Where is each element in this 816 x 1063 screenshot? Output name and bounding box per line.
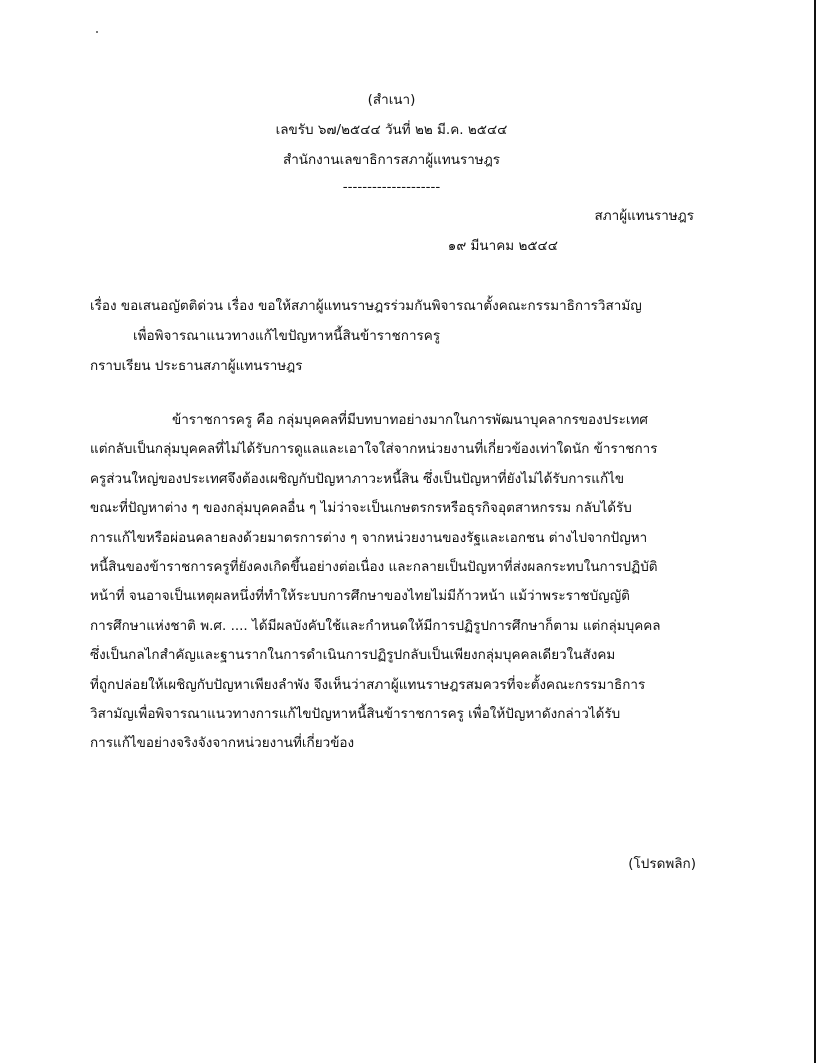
body-line: หนี้สินของข้าราชการครูที่ยังคงเกิดขึ้นอย่างต่อเนื่อง และกลายเป็นปัญหาที่ส่งผลกระทบในการปฏิบัติ [90, 558, 658, 575]
salutation: กราบเรียน ประธานสภาผู้แทนราษฎร [90, 358, 303, 374]
body-line: หน้าที่ จนอาจเป็นเหตุผลหนึ่งที่ทำให้ระบบการศึกษาของไทยไม่มีก้าวหน้า แม้ว่าพระราชบัญญัติ [90, 588, 630, 605]
scan-speck [96, 31, 98, 33]
turn-over-note: (โปรดพลิก) [628, 856, 696, 872]
body-line: ซึ่งเป็นกลไกสำคัญและฐานรากในการดำเนินการปฏิรูปกลับเป็นเพียงกลุ่มบุคคลเดียวในสังคม [90, 647, 616, 664]
body-line: การแก้ไขหรือผ่อนคลายลงด้วยมาตรการต่าง ๆ จากหน่วยงานของรัฐและเอกชน ต่างไปจากปัญหา [90, 529, 648, 546]
body-line: ครูส่วนใหญ่ของประเทศจึงต้องเผชิญกับปัญหาภาวะหนี้สิน ซึ่งเป็นปัญหาที่ยังไม่ได้รับการแก้ไข [90, 470, 625, 487]
subject-line-continued: เพื่อพิจารณาแนวทางแก้ไขปัญหาหนี้สินข้าราชการครู [133, 328, 441, 344]
body-line: แต่กลับเป็นกลุ่มบุคคลที่ไม่ได้รับการดูแลและเอาใจใส่จากหน่วยงานที่เกี่ยวข้องเท่าใดนัก ข้าราชการ [90, 441, 658, 458]
body-line: ที่ถูกปล่อยให้เผชิญกับปัญหาเพียงลำพัง จึงเห็นว่าสภาผู้แทนราษฎรสมควรที่จะตั้งคณะกรรมาธิการ [90, 676, 646, 693]
body-line: ข้าราชการครู คือ กลุ่มบุคคลที่มีบทบาทอย่างมากในการพัฒนาบุคลากรของประเทศ [172, 412, 648, 428]
body-line: วิสามัญเพื่อพิจารณาแนวทางการแก้ไขปัญหาหนี้สินข้าราชการครู เพื่อให้ปัญหาดังกล่าวได้รับ [90, 705, 621, 722]
subject-line: เรื่อง ขอเสนอญัตติด่วน เรื่อง ขอให้สภาผู้แทนราษฎรร่วมกันพิจารณาตั้งคณะกรรมาธิการวิสามัญ [90, 298, 642, 314]
office-name: สำนักงานเลขาธิการสภาผู้แทนราษฎร [282, 152, 501, 168]
body-line: การศึกษาแห่งชาติ พ.ศ. .... ได้มีผลบังคับใช้และกำหนดให้มีการปฏิรูปการศึกษาก็ตาม แต่กลุ่มบุคคล [90, 617, 661, 634]
receipt-number: เลขรับ ๖๗/๒๕๔๔ วันที่ ๒๒ มี.ค. ๒๕๔๔ [275, 122, 508, 138]
copy-mark: (สำเนา) [367, 92, 416, 108]
letter-date: ๑๙ มีนาคม ๒๕๔๔ [447, 238, 558, 254]
body-line: ขณะที่ปัญหาต่าง ๆ ของกลุ่มบุคคลอื่น ๆ ไม่ว่าจะเป็นเกษตรกรหรือธุรกิจอุตสาหกรรม กลับได้รับ [90, 500, 632, 517]
letter-body [90, 406, 690, 759]
separator-line: -------------------- [342, 179, 441, 195]
body-line: การแก้ไขอย่างจริงจังจากหน่วยงานที่เกี่ยวข้อง [90, 735, 355, 752]
letter-organization: สภาผู้แทนราษฎร [594, 208, 694, 224]
